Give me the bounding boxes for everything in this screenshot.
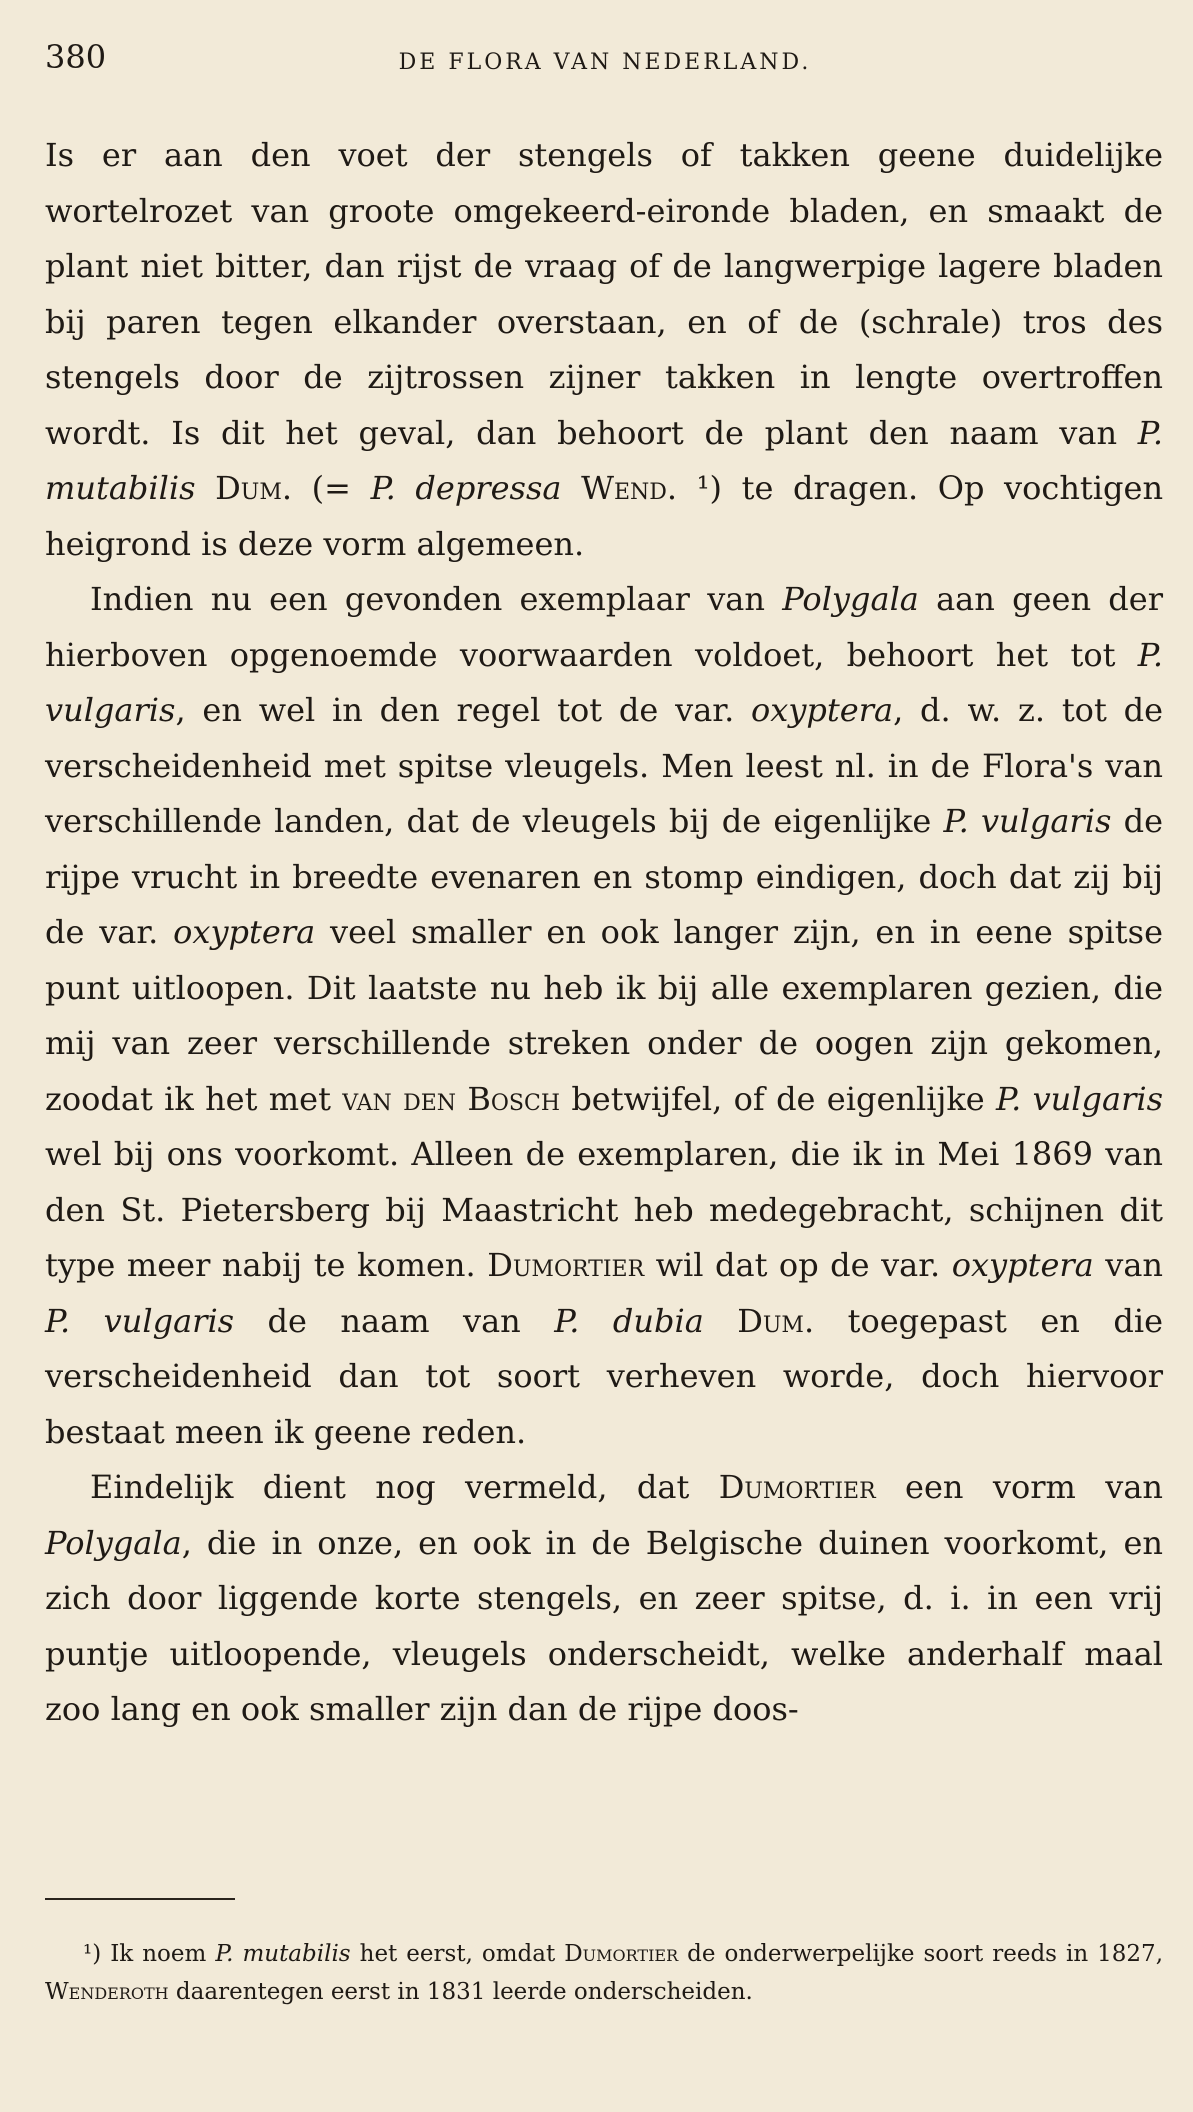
text-run: Eindelijk dient nog vermeld, dat bbox=[90, 1468, 719, 1506]
small-caps-text: Dum. bbox=[737, 1301, 815, 1340]
text-run: van bbox=[1093, 1246, 1164, 1284]
text-run: Indien nu een gevonden exemplaar van bbox=[90, 580, 783, 618]
text-run bbox=[196, 469, 216, 507]
text-run: ¹) Ik noem bbox=[83, 1941, 216, 1967]
italic-text: Polygala bbox=[45, 1523, 182, 1562]
text-run: , en wel in den regel tot de var. bbox=[175, 691, 752, 729]
text-run: veel smaller en ook langer zijn, en in eene spitse punt uitloopen. Dit laatste nu heb ik bij alle exemplaren gezien, die mij van zeer verschillende streken onder de oogen zijn gekomen, zoodat ik het met bbox=[45, 913, 1164, 1118]
italic-text: P. vulgaris bbox=[45, 635, 1163, 729]
text-run: de naam van bbox=[234, 1301, 555, 1340]
text-run bbox=[704, 1302, 737, 1340]
running-title: DE FLORA VAN NEDERLAND. bbox=[398, 50, 812, 75]
text-run: wel bij ons voorkomt. Alleen de exemplaren, die ik in Mei 1869 van den St. Pietersberg bij Maastricht heb medegebracht, schijnen dit type meer nabij te komen. bbox=[45, 1135, 1163, 1284]
page-header bbox=[45, 38, 1165, 88]
text-run: aan geen der hierboven opgenoemde voorwaarden voldoet, behoort het tot bbox=[45, 580, 1164, 674]
small-caps-text: Dum. bbox=[215, 469, 293, 507]
text-run: het eerst, omdat bbox=[350, 1941, 565, 1967]
footnote bbox=[45, 1935, 1163, 2011]
italic-text: P. vulgaris bbox=[996, 1079, 1164, 1118]
text-run: , die in onze, en ook in de Belgische duinen voorkomt, en zich door liggende korte stengels, en zeer spitse, d. i. in een vrij puntje uitloopende, vleugels onderscheidt, welke anderhalf maal zoo lang en ook smaller zijn dan de rijpe doos- bbox=[45, 1523, 1163, 1728]
italic-text: oxyptera bbox=[173, 913, 316, 951]
text-run: Is er aan den voet der stengels of takken geene duidelijke wortelrozet van groote omgekeerd-eironde bladen, en smaakt de plant niet bitter, dan rijst de vraag of de langwerpige lagere bladen bij paren tegen elkander overstaan, en of de (schrale) tros des stengels door de zijtrossen zijner takken in lengte overtroffen wordt. Is dit het geval, dan behoort de plant den naam van bbox=[45, 136, 1163, 452]
italic-text: Polygala bbox=[782, 580, 919, 618]
italic-text: P. dubia bbox=[554, 1301, 704, 1340]
italic-text: oxyptera bbox=[751, 691, 894, 729]
text-run: , d. w. z. tot de verscheidenheid met spitse vleugels. Men leest nl. in de Flora's van verschillende landen, dat de vleugels bij de eigenlijke bbox=[45, 691, 1164, 840]
italic-text: oxyptera bbox=[951, 1246, 1094, 1284]
paragraph-3 bbox=[45, 1460, 1163, 1738]
text-run: de rijpe vrucht in breedte evenaren en stomp eindigen, doch dat zij bij de var. bbox=[45, 802, 1164, 951]
paragraph-2 bbox=[45, 572, 1163, 1460]
small-caps-text: Wend. bbox=[581, 469, 678, 507]
text-run: een vorm van bbox=[875, 1468, 1164, 1506]
italic-text: P. vulgaris bbox=[45, 1301, 235, 1340]
text-run: ¹) te dragen. Op vochtigen heigrond is deze vorm algemeen. bbox=[45, 469, 1164, 563]
page-number: 380 bbox=[45, 38, 107, 76]
body-text bbox=[45, 128, 1163, 1738]
text-run: betwijfel, of de eigenlijke bbox=[560, 1079, 997, 1118]
small-caps-text: van den Bosch bbox=[342, 1079, 560, 1118]
text-run: wil dat op de var. bbox=[644, 1246, 952, 1284]
text-run bbox=[561, 469, 581, 507]
text-run: de onderwerpelijke soort reeds in 1827, bbox=[678, 1941, 1163, 1967]
text-run: (= bbox=[292, 469, 371, 507]
italic-text: P. depressa bbox=[370, 469, 562, 507]
italic-text: P. mutabilis bbox=[215, 1941, 351, 1967]
italic-text: P. mutabilis bbox=[45, 413, 1163, 507]
italic-text: P. vulgaris bbox=[943, 802, 1112, 840]
text-run: daarentegen eerst in 1831 leerde onderscheiden. bbox=[168, 1979, 753, 2005]
text-run: toegepast en die verscheidenheid dan tot soort verheven worde, doch hiervoor bestaat meen ik geene reden. bbox=[45, 1301, 1164, 1451]
paragraph-1 bbox=[45, 128, 1163, 572]
small-caps-text: Dumortier bbox=[487, 1246, 645, 1284]
small-caps-text: Wenderoth bbox=[45, 1979, 169, 2005]
small-caps-text: Dumortier bbox=[718, 1468, 876, 1506]
small-caps-text: Dumortier bbox=[564, 1941, 679, 1967]
footnote-divider bbox=[45, 1898, 235, 1900]
